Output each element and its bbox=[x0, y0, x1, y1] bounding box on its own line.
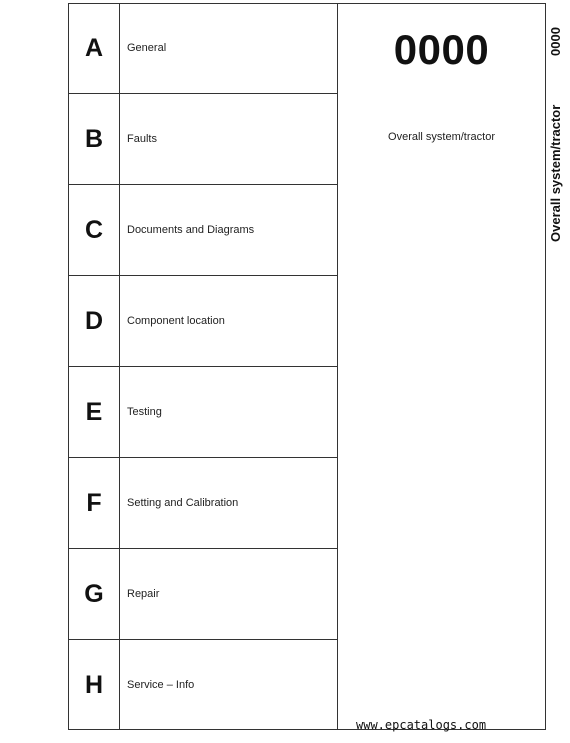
row-letter: G bbox=[84, 579, 104, 608]
row-label: Service – Info bbox=[127, 679, 195, 691]
row-letter: H bbox=[84, 670, 104, 699]
section-code: 0000 bbox=[393, 26, 490, 73]
row-label: General bbox=[127, 42, 167, 54]
row-letter: C bbox=[84, 215, 104, 244]
section-row-g[interactable] bbox=[69, 549, 337, 640]
row-label: Testing bbox=[127, 406, 162, 418]
side-tab-code: 0000 bbox=[548, 27, 563, 57]
section-row-e[interactable] bbox=[69, 367, 337, 458]
row-label: Component location bbox=[127, 315, 225, 327]
side-tab-title: Overall system/tractor bbox=[548, 104, 563, 242]
row-letter: F bbox=[86, 488, 102, 517]
tab-column-divider bbox=[545, 3, 546, 730]
section-row-b[interactable] bbox=[69, 94, 337, 185]
row-letter: E bbox=[85, 397, 103, 426]
row-letter: D bbox=[84, 306, 104, 335]
row-label: Faults bbox=[127, 133, 157, 145]
row-letter: A bbox=[84, 33, 104, 62]
section-row-d[interactable] bbox=[69, 276, 337, 367]
row-label: Repair bbox=[127, 588, 160, 600]
section-row-h[interactable] bbox=[69, 640, 337, 730]
section-row-c[interactable] bbox=[69, 185, 337, 276]
index-column-divider bbox=[337, 3, 338, 730]
watermark: www.epcatalogs.com bbox=[356, 718, 487, 732]
row-letter: B bbox=[84, 124, 104, 153]
row-label: Setting and Calibration bbox=[127, 497, 239, 509]
section-row-f[interactable] bbox=[69, 458, 337, 549]
section-row-a[interactable] bbox=[69, 3, 337, 94]
section-subtitle: Overall system/tractor bbox=[388, 131, 495, 143]
row-label: Documents and Diagrams bbox=[127, 224, 255, 236]
